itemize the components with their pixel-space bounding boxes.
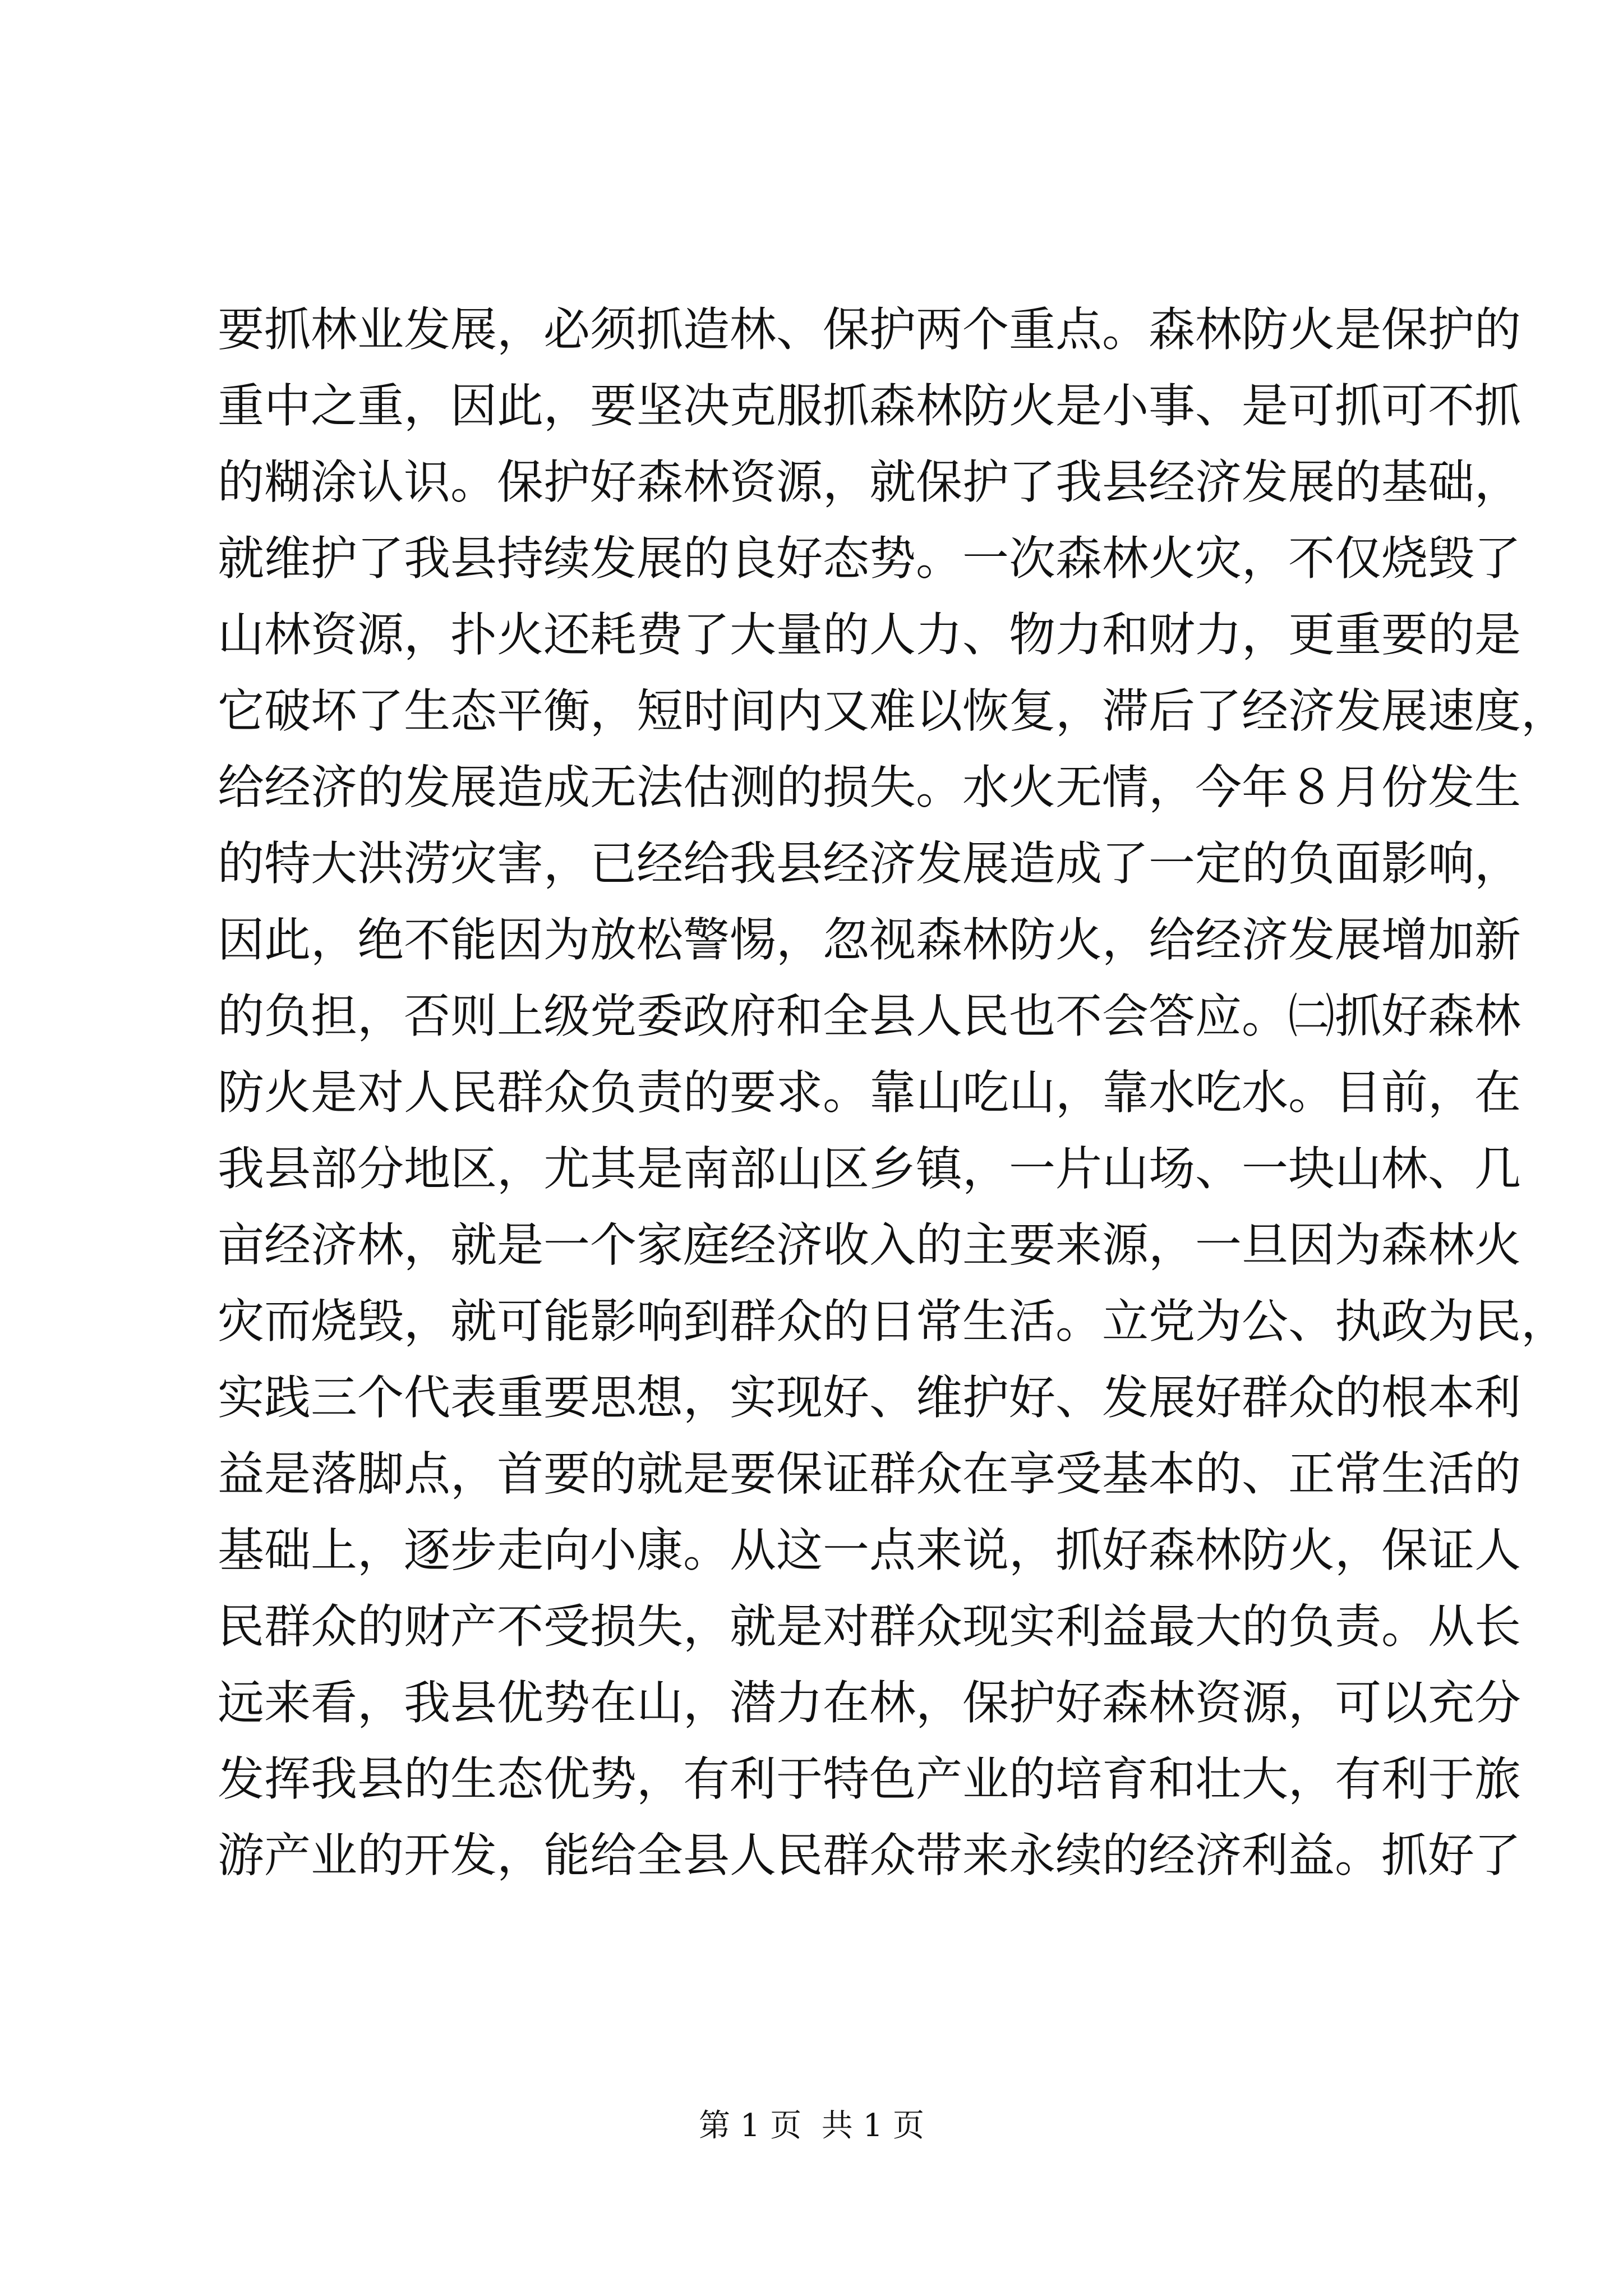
body-text: [218, 292, 1567, 1894]
text-line: 就维护了我县持续发展的良好态势。一次森林火灾，不仅烧毁了: [218, 531, 1521, 586]
text-line: 基础上，逐步走向小康。从这一点来说，抓好森林防火，保证人: [218, 1523, 1521, 1577]
text-line: 防火是对人民群众负责的要求。靠山吃山，靠水吃水。目前，在: [218, 1065, 1521, 1120]
text-line: 因此，绝不能因为放松警惕，忽视森林防火，给经济发展增加新: [218, 913, 1521, 967]
text-line: 远来看，我县优势在山，潜力在林，保护好森林资源，可以充分: [218, 1676, 1521, 1730]
text-line: 我县部分地区，尤其是南部山区乡镇，一片山场、一块山林、几: [218, 1142, 1521, 1196]
text-line: 亩经济林，就是一个家庭经济收入的主要来源，一旦因为森林火: [218, 1218, 1521, 1272]
page-footer: [0, 2106, 1623, 2146]
text-line: 山林资源，扑火还耗费了大量的人力、物力和财力，更重要的是: [218, 608, 1521, 662]
text-line: 的糊涂认识。保护好森林资源，就保护了我县经济发展的基础，: [218, 455, 1521, 509]
text-line: 要抓林业发展，必须抓造林、保护两个重点。森林防火是保护的: [218, 302, 1521, 357]
text-line: 的负担，否则上级党委政府和全县人民也不会答应。㈡抓好森林: [218, 989, 1521, 1043]
text-line: 给经济的发展造成无法估测的损失。水火无情，今年８月份发生: [218, 760, 1521, 815]
page-number-label: 第 1 页 共 1 页: [698, 2108, 925, 2144]
text-line: 的特大洪涝灾害，已经给我县经济发展造成了一定的负面影响，: [218, 836, 1521, 891]
text-line: 益是落脚点，首要的就是要保证群众在享受基本的、正常生活的: [218, 1447, 1521, 1501]
text-line: 发挥我县的生态优势，有利于特色产业的培育和壮大，有利于旅: [218, 1752, 1521, 1806]
text-line: 它破坏了生态平衡，短时间内又难以恢复，滞后了经济发展速度，: [218, 684, 1567, 738]
text-line: 重中之重，因此，要坚决克服抓森林防火是小事、是可抓可不抓: [218, 379, 1521, 433]
text-line: 游产业的开发，能给全县人民群众带来永续的经济利益。抓好了: [218, 1828, 1521, 1883]
text-line: 实践三个代表重要思想，实现好、维护好、发展好群众的根本利: [218, 1370, 1521, 1425]
text-line: 民群众的财产不受损失，就是对群众现实利益最大的负责。从长: [218, 1599, 1521, 1654]
text-line: 灾而烧毁，就可能影响到群众的日常生活。立党为公、执政为民，: [218, 1294, 1567, 1349]
